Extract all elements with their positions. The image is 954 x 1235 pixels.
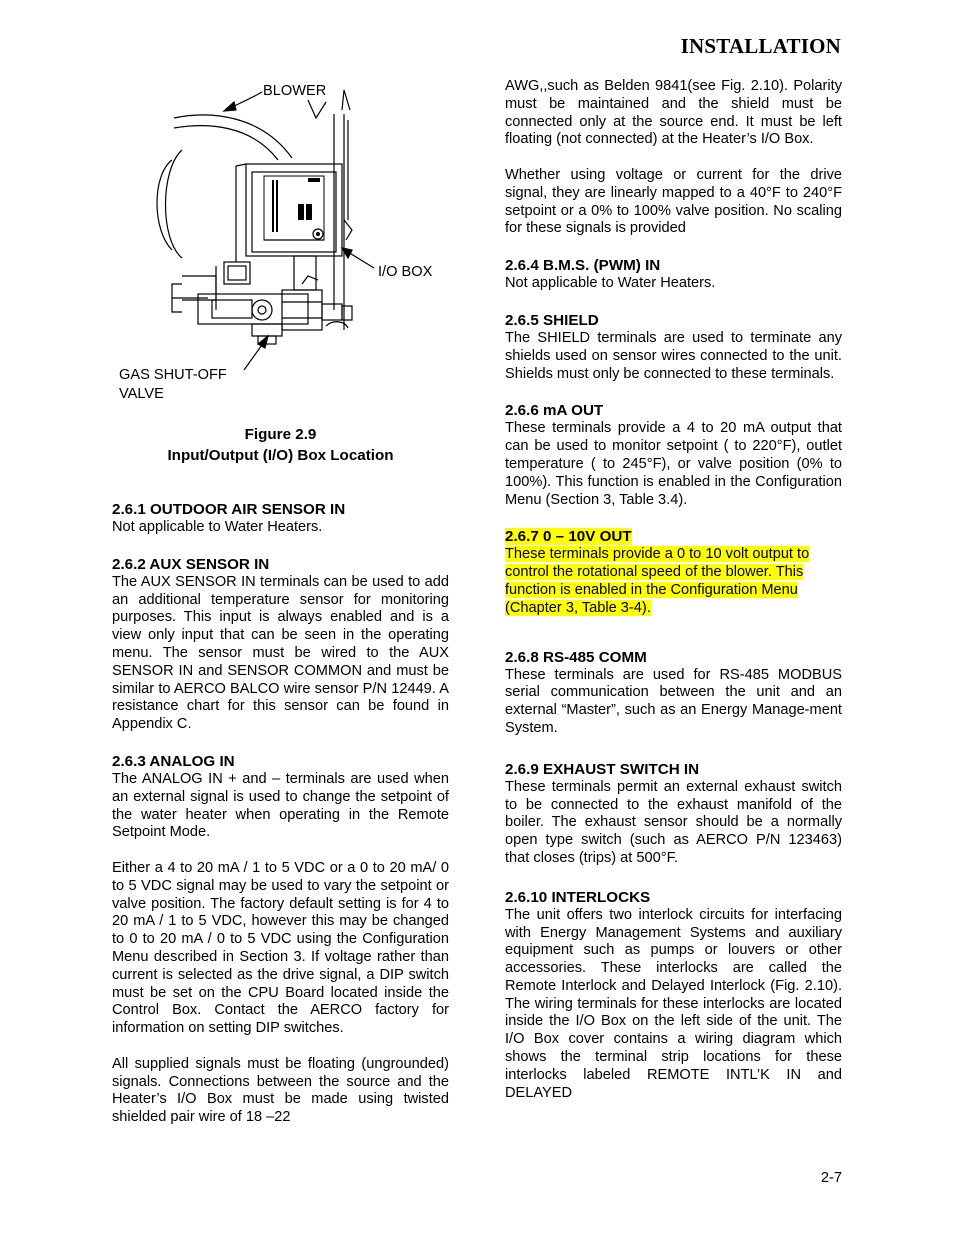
highlight-line: control the rotational speed of the blower. This [505,564,804,581]
section-text: Not applicable to Water Heaters. [112,519,323,535]
io-box-location-figure [112,80,452,405]
section-heading: 2.6.8 RS-485 COMM [505,648,647,666]
section-heading: 2.6.3 ANALOG IN [112,752,235,770]
section-2-6-9 [505,760,842,868]
section-text: All supplied signals must be floating (ungrounded) signals. Connections between the source and the Heater’s I/O Box must be made using twisted shielded pair wire of 18 –22 [112,1055,449,1126]
highlight-line: (Chapter 3, Table 3-4). [505,599,651,616]
gas-valve-label-line1: GAS SHUT-OFF [119,367,227,383]
gas-valve-label-line2: VALVE [119,386,164,402]
section-2-6-4 [505,256,842,293]
highlight-line: These terminals provide a 0 to 10 volt output to [505,546,810,563]
figure-caption [112,424,449,466]
section-text: The unit offers two interlock circuits for interfacing with Energy Management Systems and auxiliary equipment such as pumps or louvers or other accessories. These interlocks are called the Remote Interlock and Delayed Interlock (Fig. 2.10). The wiring terminals for these interlocks are located inside the I/O Box on the left side of the unit. The I/O Box cover contains a wiring diagram which shows the terminal strip locations for these interlocks labeled REMOTE INTL’K IN and DELAYED [505,906,842,1101]
section-heading: 2.6.10 INTERLOCKS [505,888,651,906]
section-text: The ANALOG IN + and – terminals are used when an external signal is used to change the setpoint of the water heater when operating in the Remote Setpoint Mode. [112,770,449,841]
figure-number: Figure 2.9 [244,426,317,443]
page-title: INSTALLATION [680,34,841,58]
section-2-6-10 [505,888,842,1103]
section-2-6-3 [112,752,449,1127]
section-heading: 2.6.1 OUTDOOR AIR SENSOR IN [112,501,346,518]
highlighted-text [505,546,842,617]
section-text: Either a 4 to 20 mA / 1 to 5 VDC or a 0 to 20 mA/ 0 to 5 VDC signal may be used to vary the setpoint or valve position. The factory default setting is for 4 to 20 mA / 1 to 5 VDC, however this may be changed to 0 to 20 mA / 0 to 5 VDC using the Configuration Menu described in Section 3. If voltage rather than current is selected as the drive signal, a DIP switch must be set on the CPU Board located inside the Control Box. Contact the AERCO factory for information on setting DIP switches. [112,859,449,1037]
section-heading-highlighted: 2.6.7 0 – 10V OUT [505,528,632,546]
section-text: AWG,,such as Belden 9841(see Fig. 2.10). Polarity must be maintained and the shield must be connected only at the source end. It must be left floating (not connected) at the Heater’s I/O Box. [505,78,842,148]
section-text: The AUX SENSOR IN terminals can be used to add an additional temperature sensor for monitoring purposes. This input is always enabled and is a view only input that can be seen in the operating menu. The sensor must be wired to the AUX SENSOR IN and SENSOR COMMON and must be similar to AERCO BALCO wire sensor P/N 12449. A resistance chart for this sensor can be found in Appendix C. [112,573,449,733]
section-text: Whether using voltage or current for the drive signal, they are linearly mapped to a 40°F to 240°F setpoint or a 0% to 100% valve position. No scaling for these signals is provided [505,166,842,237]
left-column [112,500,449,1127]
highlight-line: function is enabled in the Configuration Menu [505,581,798,598]
section-heading: 2.6.5 SHIELD [505,311,599,329]
section-heading: 2.6.2 AUX SENSOR IN [112,555,270,573]
page-number: 2-7 [820,1170,842,1186]
io-box-label: I/O BOX [378,264,433,280]
section-text: These terminals are used for RS-485 MODBUS serial communication between the unit and an external “Master”, such as an Energy Manage-ment System. [505,666,842,736]
section-text: These terminals provide a 4 to 20 mA output that can be used to monitor setpoint ( to 220°F), outlet temperature ( to 245°F), or valve position (0% to 100%). This function is enabled in the Configuration Menu (Section 3, Table 3.4). [505,420,842,508]
section-heading: 2.6.6 mA OUT [505,402,604,420]
section-2-6-6 [505,401,842,509]
terminal-strip [272,178,320,232]
section-2-6-3-continued [505,78,842,238]
heater-drawing [112,80,452,405]
section-text: The SHIELD terminals are used to terminate any shields used on sensor wires connected to the unit. Shields must only be connected to these terminals. [505,329,842,382]
right-column [505,78,842,1102]
figure-title: Input/Output (I/O) Box Location [167,447,394,464]
section-2-6-1 [112,500,449,537]
section-heading: 2.6.9 EXHAUST SWITCH IN [505,760,700,778]
section-2-6-7 [505,527,842,617]
blower-label: BLOWER [263,83,327,99]
section-text: These terminals permit an external exhaust switch to be connected to the exhaust manifold of the boiler. The exhaust sensor should be a normally open type switch (such as AERCO P/N 123463) that closes (trips) at 500°F. [505,778,842,866]
section-2-6-8 [505,648,842,738]
section-2-6-2 [112,555,449,734]
section-heading: 2.6.4 B.M.S. (PWM) IN [505,257,661,275]
section-2-6-5 [505,311,842,383]
section-text: Not applicable to Water Heaters. [505,275,716,292]
